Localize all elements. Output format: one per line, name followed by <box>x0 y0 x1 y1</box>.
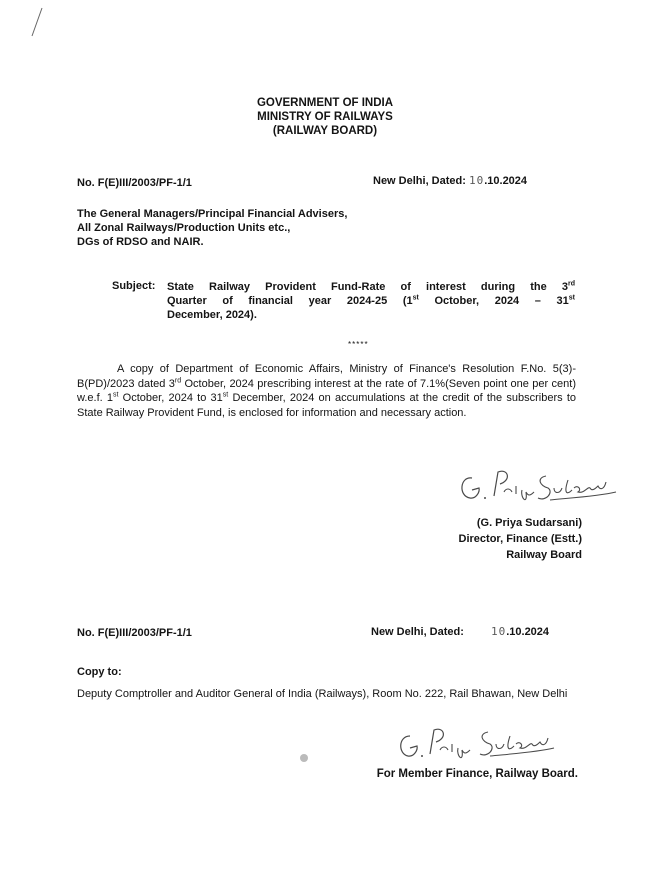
reference-number: No. F(E)III/2003/PF-1/1 <box>77 177 192 189</box>
signature-scribble <box>450 462 620 512</box>
signature-block <box>400 515 582 563</box>
body-sup: rd <box>174 376 182 384</box>
subject-sup: st <box>568 294 575 302</box>
copy-to-text: Deputy Comptroller and Auditor General of India (Railways), Room No. 222, Rail Bhawan, New Delhi <box>77 688 568 700</box>
body-part: October, 2024 to 31 <box>118 392 223 404</box>
body-part: October, 2024 prescribing interest at the rate of 7.1%(Seven point one per cent) w.e.f. 1 <box>77 377 576 404</box>
addressee-line: DGs of RDSO and NAIR. <box>77 236 204 248</box>
signatory-name: (G. Priya Sudarsani) <box>476 517 582 529</box>
date-day-2: 10 <box>490 625 507 638</box>
header-government: GOVERNMENT OF INDIA <box>256 97 394 109</box>
separator-stars: ***** <box>348 340 369 349</box>
header-board: (RAILWAY BOARD) <box>272 125 378 137</box>
body-paragraph <box>77 362 576 420</box>
subject-part: October, 2024 – 31 <box>434 295 569 307</box>
body-sup: st <box>222 391 229 399</box>
subject-part: December, 2024). <box>167 309 257 321</box>
reference-date-2 <box>371 625 549 638</box>
handwritten-signature-2 <box>392 722 562 773</box>
subject-label: Subject: <box>112 280 156 292</box>
body-sup: st <box>113 391 119 399</box>
handwritten-signature <box>450 462 620 517</box>
signature-scribble-2 <box>392 722 562 768</box>
subject-text <box>167 280 575 322</box>
signatory-office: Railway Board <box>506 549 582 561</box>
margin-pen-mark <box>26 6 46 38</box>
subject-sup: st <box>412 294 419 302</box>
addressee-line: The General Managers/Principal Financial Advisers, <box>77 208 348 220</box>
body-part: December, 2024 on accumulations at the credit of the subscribers to State Railway Provident Fund, is enclosed for information and necessary action. <box>77 392 577 419</box>
reference-number-2: No. F(E)III/2003/PF-1/1 <box>77 627 192 639</box>
date-rest: .10.2024 <box>484 175 528 187</box>
date-day: 10 <box>468 174 485 187</box>
subject-part: Quarter of financial year 2024-25 (1 <box>167 295 413 307</box>
addressee-line: All Zonal Railways/Production Units etc., <box>77 222 291 234</box>
subject-sup: rd <box>568 280 575 288</box>
signatory-designation: Director, Finance (Estt.) <box>458 533 582 545</box>
date-rest-2: .10.2024 <box>506 626 550 638</box>
for-member-finance: For Member Finance, Railway Board. <box>376 768 578 780</box>
dated-label: New Delhi, Dated: <box>373 175 466 187</box>
addressee-block <box>77 207 347 249</box>
header-ministry: MINISTRY OF RAILWAYS <box>257 111 393 123</box>
copy-to-label: Copy to: <box>77 666 122 678</box>
dated-label-2: New Delhi, Dated: <box>371 626 464 638</box>
stamp-dot <box>298 752 310 764</box>
subject-part: State Railway Provident Fund-Rate of interest during the 3 <box>167 281 568 293</box>
body-part: A copy of Department of Economic Affairs, Ministry of Finance's Resolution F.No. 5(3)-B(PD)/2023 dated 3 <box>77 363 576 390</box>
reference-date <box>373 174 527 187</box>
